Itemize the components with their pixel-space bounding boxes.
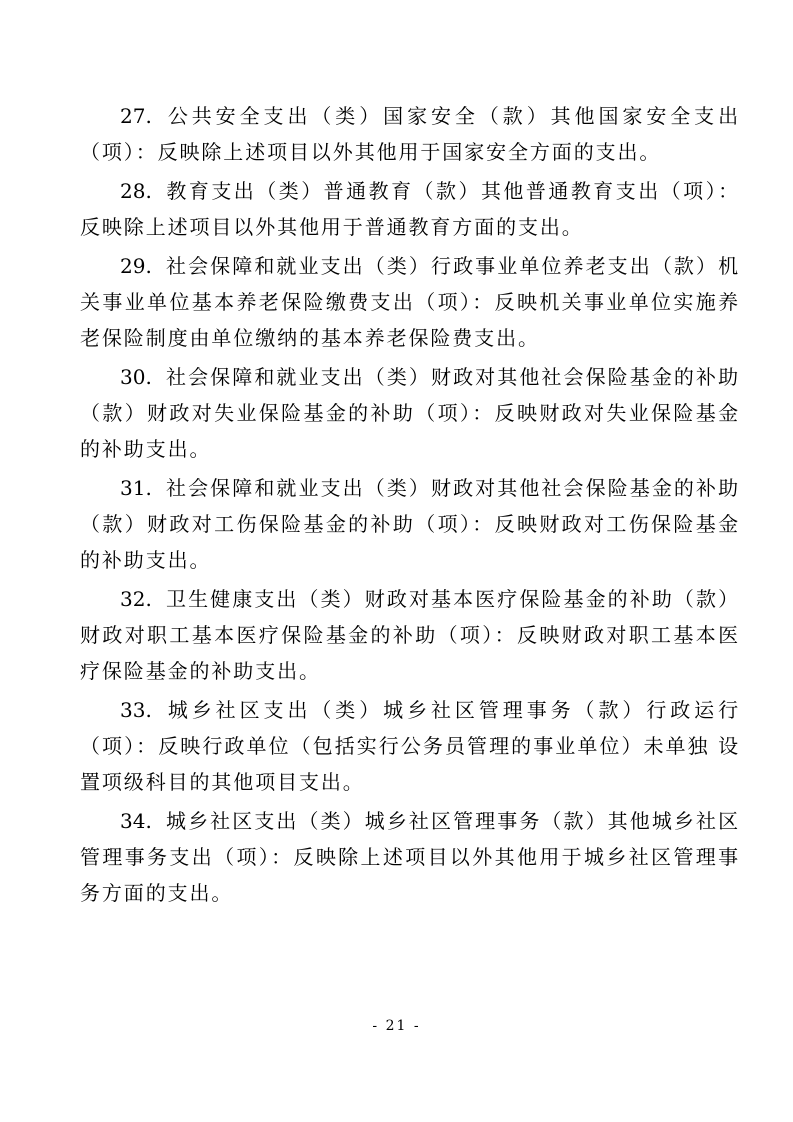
item-text: 城乡社区支出（类）城乡社区管理事务（款）其他城乡社区管理事务支出（项）：反映除上述项目以外其他用于城乡社区管理事务方面的支出。 [80, 809, 740, 905]
item-number: 30. [120, 365, 152, 389]
paragraph-29 [80, 248, 740, 356]
paragraph-31 [80, 470, 740, 578]
item-number: 29. [120, 254, 152, 278]
item-text: 卫生健康支出（类）财政对基本医疗保险基金的补助（款）财政对职工基本医疗保险基金的补助（项）：反映财政对职工基本医疗保险基金的补助支出。 [80, 587, 740, 683]
item-text: 教育支出（类）普通教育（款）其他普通教育支出（项）：反映除上述项目以外其他用于普通教育方面的支出。 [80, 179, 740, 239]
paragraph-30 [80, 359, 740, 467]
item-text: 城乡社区支出（类）城乡社区管理事务（款）行政运行（项）：反映行政单位（包括实行公务员管理的事业单位）未单独 设置项级科目的其他项目支出。 [80, 698, 740, 794]
item-number: 28. [120, 179, 152, 203]
paragraph-33 [80, 692, 740, 800]
item-text: 社会保障和就业支出（类）财政对其他社会保险基金的补助（款）财政对工伤保险基金的补助（项）：反映财政对工伤保险基金的补助支出。 [80, 476, 740, 572]
item-text: 社会保障和就业支出（类）财政对其他社会保险基金的补助（款）财政对失业保险基金的补助（项）：反映财政对失业保险基金的补助支出。 [80, 365, 740, 461]
paragraph-34 [80, 803, 740, 911]
item-number: 32. [120, 587, 152, 611]
paragraph-27 [80, 98, 740, 170]
item-number: 31. [120, 476, 152, 500]
item-number: 34. [120, 809, 152, 833]
item-text: 社会保障和就业支出（类）行政事业单位养老支出（款）机关事业单位基本养老保险缴费支出（项）：反映机关事业单位实施养老保险制度由单位缴纳的基本养老保险费支出。 [80, 254, 740, 350]
paragraph-28 [80, 173, 740, 245]
item-number: 27. [120, 104, 152, 128]
document-body [80, 98, 740, 914]
item-number: 33. [120, 698, 152, 722]
page-number: - 21 - [372, 1018, 421, 1034]
paragraph-32 [80, 581, 740, 689]
item-text: 公共安全支出（类）国家安全（款）其他国家安全支出（项）：反映除上述项目以外其他用于国家安全方面的支出。 [80, 104, 740, 164]
